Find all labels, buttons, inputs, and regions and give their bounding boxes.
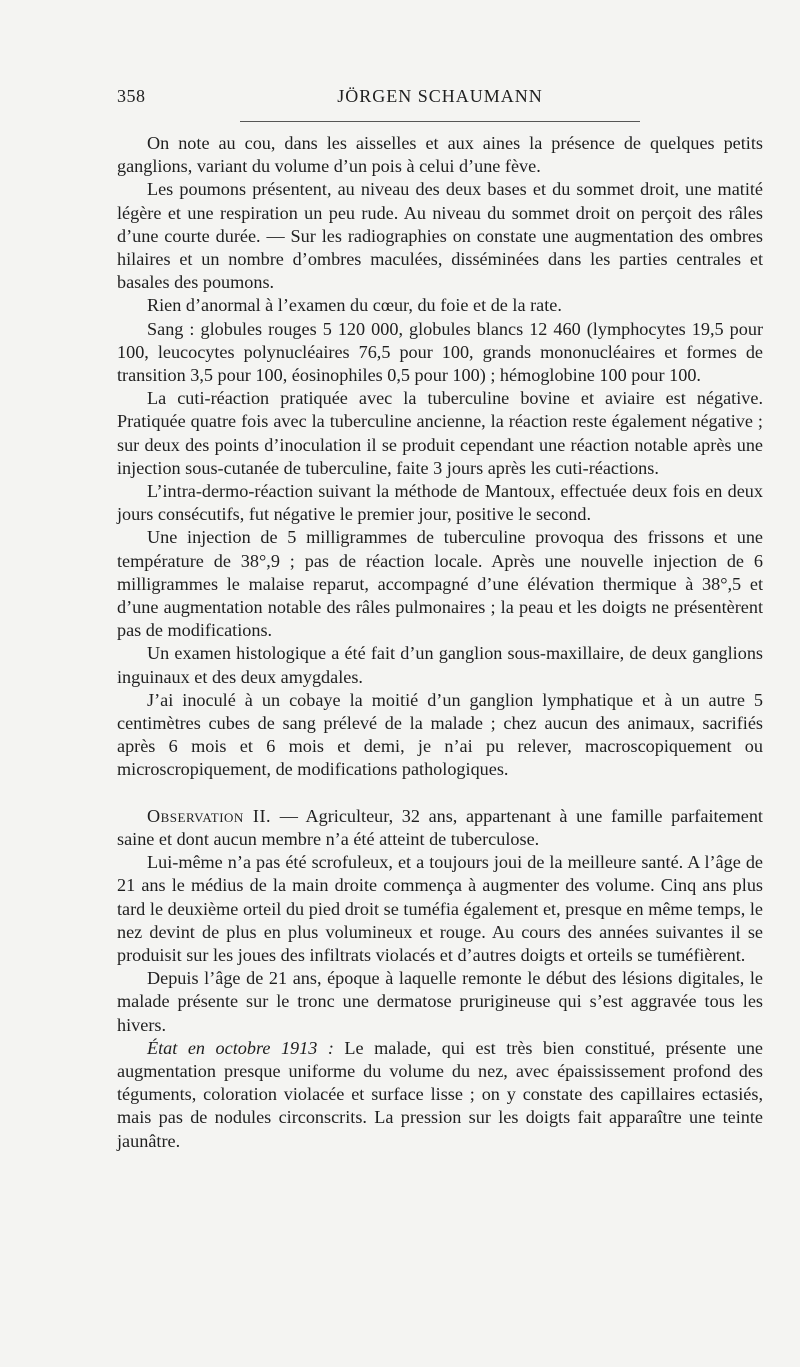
observation-heading-paragraph — [117, 805, 763, 851]
paragraph: J’ai inoculé à un cobaye la moitié d’un ganglion lymphatique et à un autre 5 centimètres cubes de sang prélevé de la malade ; chez aucun des animaux, sacrifiés après 6 mois et 6 mois et demi, je n’ai pu relever, macroscopiquement ou microscropiquement, de modifications pathologiques. — [117, 689, 763, 780]
paragraph: La cuti-réaction pratiquée avec la tuberculine bovine et aviaire est négative. Pratiquée quatre fois avec la tuberculine ancienne, la réaction reste également négative ; sur deux des points d’inoculation il se produit cependant une réaction notable après une injection sous-cutanée de tuberculine, faite 3 jours après les cuti-réactions. — [117, 388, 763, 478]
paragraph: Depuis l’âge de 21 ans, époque à laquelle remonte le début des lésions digitales, le malade présente sur le tronc une dermatose prurigineuse qui s’est aggravée tous les hivers. — [117, 968, 763, 1035]
paragraph: Une injection de 5 milligrammes de tuberculine provoqua des frissons et une température de 38°,9 ; pas de réaction locale. Après une nouvelle injection de 6 milligrammes le malaise reparut, accompagné d’une élévation thermique à 38°,5 et d’une augmentation notable des râles pulmonaires ; la peau et les doigts ne présentèrent pas de modifications. — [117, 527, 763, 641]
page-number: 358 — [117, 86, 146, 106]
paragraph: Lui-même n’a pas été scrofuleux, et a toujours joui de la meilleure santé. A l’âge de 21 ans le médius de la main droite commença à augmenter des volume. Cinq ans plus tard le deuxième orteil du pied droit se tuméfia également et, presque en même temps, le nez devint de plus en plus volumineux et rouge. Au cours des années suivantes il se produisit sur les joues des infiltrats violacés et d’autres doigts et orteils se tuméfièrent. — [117, 852, 763, 965]
running-head — [117, 86, 763, 110]
paragraph: On note au cou, dans les aisselles et aux aines la présence de quelques petits ganglions, variant du volume d’un pois à celui d’une fève. — [117, 133, 763, 177]
paragraph: Les poumons présentent, au niveau des deux bases et du sommet droit, une matité légère et une respiration un peu rude. Au niveau du sommet droit on perçoit des râles d’une courte durée. — Sur les radiographies on constate une augmentation des ombres hilaires et un nombre d’ombres maculées, disséminées dans les parties centrales et basales des poumons. — [117, 179, 763, 293]
paragraph: L’intra-dermo-réaction suivant la méthode de Mantoux, effectuée deux fois en deux jours consécutifs, fut négative le premier jour, positive le second. — [117, 481, 763, 525]
state-text: Le malade, qui est très bien constitué, présente une augmentation presque uniforme du volume du nez, avec épaississement profond des téguments, coloration violacée et surface lisse ; on y constate des capillaires ectasiés, mais pas de nodules circonscrits. La pression sur les doigts fait apparaître une teinte jaunâtre. — [117, 1037, 763, 1151]
paragraph: Rien d’anormal à l’examen du cœur, du foie et de la rate. — [147, 295, 562, 316]
state-label: État en octobre 1913 : — [147, 1037, 334, 1058]
header-rule — [240, 121, 640, 122]
paragraph: Sang : globules rouges 5 120 000, globules blancs 12 460 (lymphocytes 19,5 pour 100, leucocytes polynucléaires 76,5 pour 100, grands mononucléaires et formes de transition 3,5 pour 100, éosinophiles 0,5 pour 100) ; hémoglobine 100 pour 100. — [117, 318, 763, 386]
paragraph: Un examen histologique a été fait d’un ganglion sous-maxillaire, de deux ganglions inguinaux et des deux amygdales. — [117, 643, 763, 687]
observation-label: Observation II. — [147, 805, 272, 826]
observation-intro: — Agriculteur, 32 ans, appartenant à une famille parfaitement saine et dont aucun membre n’a été atteint de tuberculose. — [117, 805, 763, 849]
state-paragraph — [117, 1037, 763, 1153]
body-text — [117, 132, 763, 1153]
running-title: JÖRGEN SCHAUMANN — [337, 86, 543, 106]
